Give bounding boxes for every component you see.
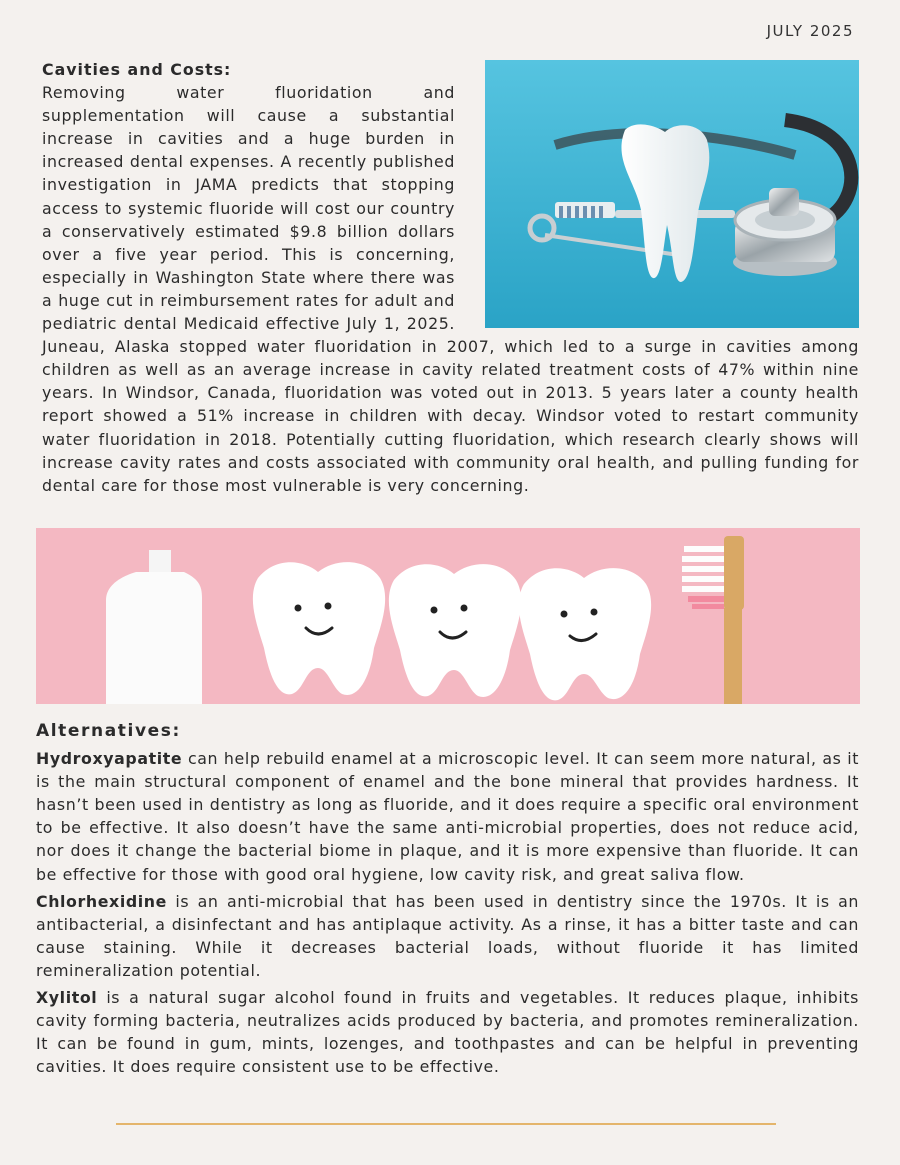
alternative-text: is an anti-microbial that has been used in dentistry since the 1970s. It is an antibacterial, a disinfectant and has antiplaque activity. As a rinse, it has a bitter taste and can cause staining. While it decreases bacterial loads, without fluoride it has limited remineralization potential.: [36, 891, 859, 980]
alternative-term: Hydroxyapatite: [36, 749, 183, 769]
alternative-text: is a natural sugar alcohol found in fruits and vegetables. It reduces plaque, inhibits cavity forming bacteria, neutralizes acids produced by bacteria, and promotes remineralization. It can be found in gum, mints, lozenges, and toothpastes and can be helpful in preventing cavities. It does require consistent use to be effective.: [36, 988, 859, 1077]
cavities-body: Removing water fluoridation and supplementation will cause a substantial increase in cavities and a huge burden in increased dental expenses. A recently published investigation in JAMA predicts that stopping access to systemic fluoride will cost our country a conservatively estimated $9.8 billion dollars over a five year period. This is concerning, especially in Washington State where there was a huge cut in reimbursement rates for adult and pediatric dental Medicaid effective July 1, 2025. Juneau, Alaska stopped water fluoridation in 2007, which led to a surge in cavities among children as well as an average increase in cavity related treatment costs of 47% within nine years. In Windsor, Canada, fluoridation was voted out in 2013. 5 years later a county health report showed a 51% increase in children with decay. Windsor voted to restart community water fluoridation in 2018. Potentially cutting fluoridation, which research clearly shows will increase cavity rates and costs associated with community oral health, and pulling funding for dental care for those most vulnerable is very concerning.: [42, 83, 859, 495]
alternative-hydroxyapatite: [36, 747, 859, 886]
alternative-term: Chlorhexidine: [36, 891, 167, 911]
alternative-chlorhexidine: [36, 890, 859, 982]
alternative-term: Xylitol: [36, 988, 98, 1008]
cavities-section: [42, 58, 859, 497]
issue-date: JULY 2025: [766, 22, 854, 40]
alternative-text: can help rebuild enamel at a microscopic level. It can seem more natural, as it is the main structural component of enamel and the bone mineral that provides hardness. It hasn’t been used in dentistry as long as fluoride, and it does require a specific oral environment to be effective. It also doesn’t have the same anti-microbial properties, does not reduce acid, nor does it change the bacterial biome in plaque, and it is more expensive than fluoride. It can be effective for those with good oral hygiene, low cavity risk, and great saliva flow.: [36, 749, 859, 884]
cavities-heading: Cavities and Costs:: [42, 60, 232, 79]
alternatives-section: [36, 720, 859, 1082]
smiling-teeth-photo: [36, 528, 860, 704]
footer-divider: [116, 1123, 776, 1125]
alternative-xylitol: [36, 986, 859, 1078]
tooth-stethoscope-photo: [485, 60, 859, 328]
alternatives-heading: Alternatives:: [36, 721, 181, 741]
